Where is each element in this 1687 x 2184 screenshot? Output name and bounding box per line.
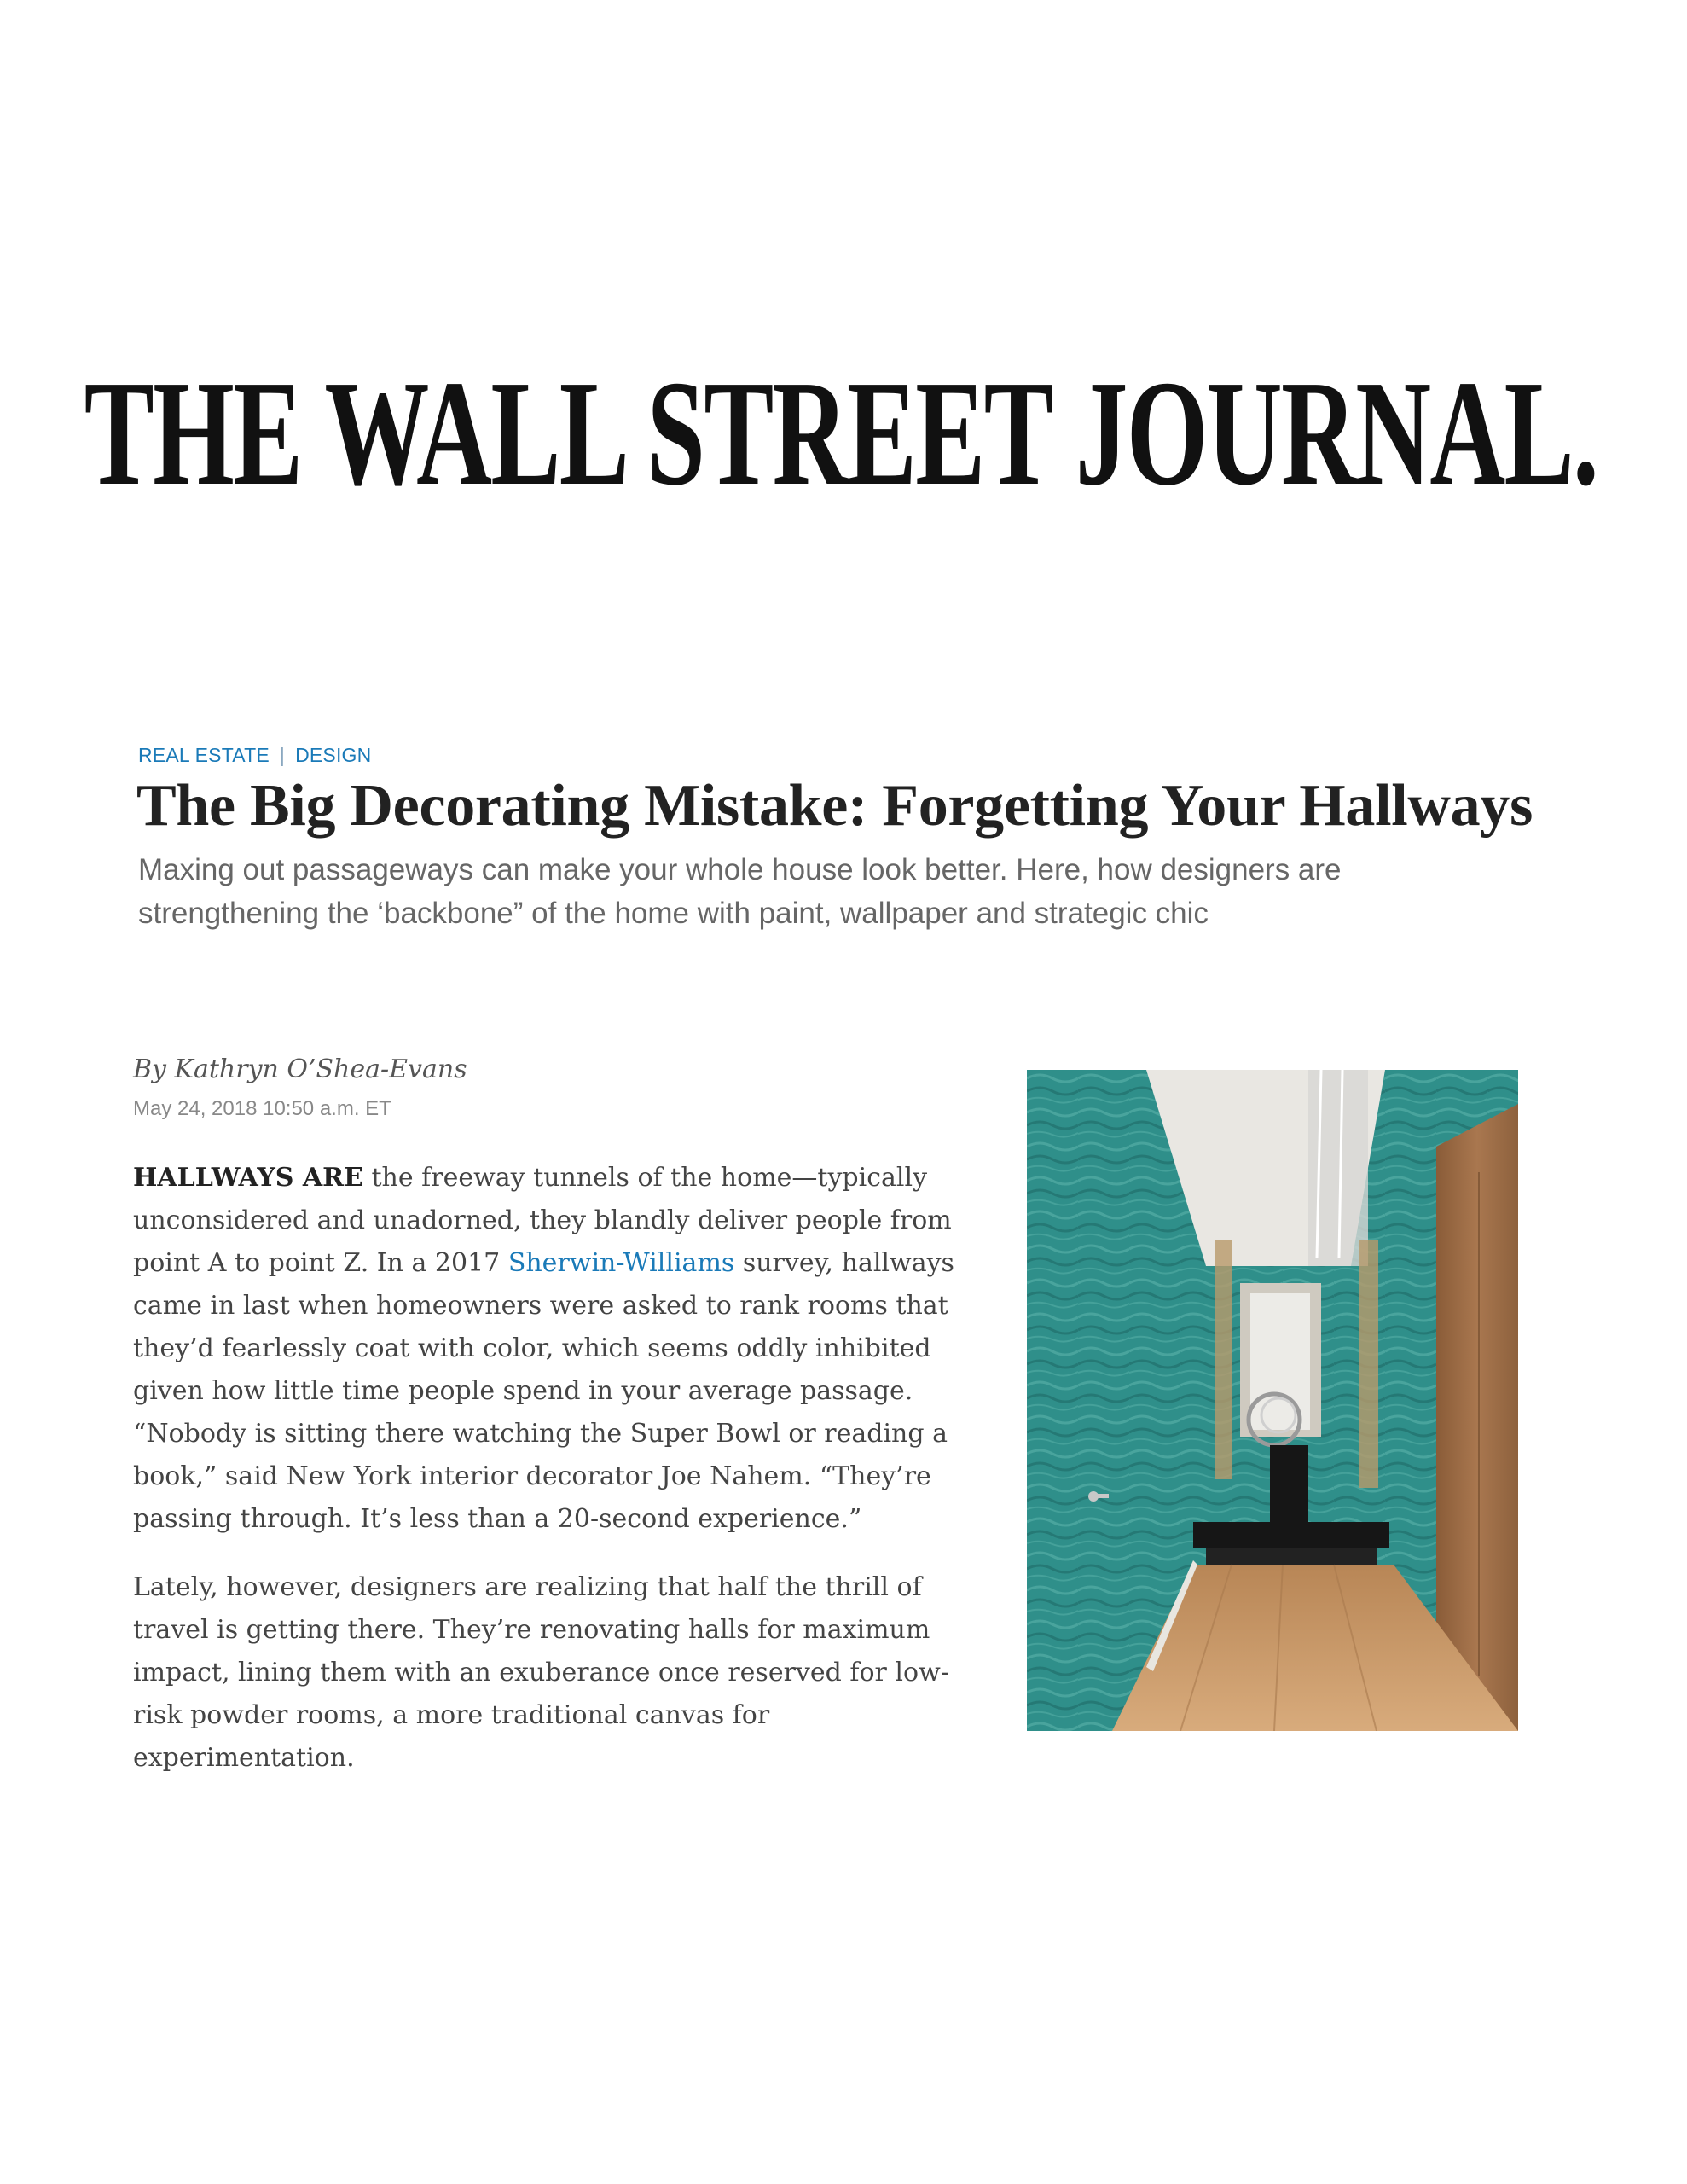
sherwin-williams-link[interactable]: Sherwin-Williams [507, 1248, 735, 1278]
article-categories [138, 742, 371, 768]
article-paragraph [133, 1157, 986, 1541]
masthead [84, 349, 1598, 517]
paragraph-text: survey, hallways came in last when homeowners were asked to rank rooms that they’d fearlessly coat with color, which seems oddly inhibited given how little time people spend in your average passage. “Nobody is sitting there watching the Super Bowl or reading a book,” said New York interior decorator Joe Nahem. “They’re passing through. It’s less than a 20-second experience.” [133, 1248, 954, 1534]
article-headline: The Big Decorating Mistake: Forgetting Your Hallways [136, 773, 1533, 839]
pedestal [1270, 1445, 1308, 1526]
wood-panel [1436, 1104, 1518, 1731]
article-body [133, 1157, 986, 1805]
wsj-logo[interactable]: THE WALL STREET JOURNAL. [84, 349, 1598, 517]
category-link-real-estate[interactable]: REAL ESTATE [138, 743, 270, 766]
hallway-illustration [1027, 1070, 1518, 1731]
console [1193, 1522, 1389, 1548]
paragraph-text: the freeway tunnels of the home—typically unconsidered and unadorned, they blandly deliver people from point A to point Z. In a 2017 [133, 1163, 952, 1278]
byline [133, 1054, 467, 1084]
byline-prefix: By [133, 1054, 166, 1084]
category-link-design[interactable]: DESIGN [295, 743, 372, 766]
article-paragraph: Lately, however, designers are realizing that half the thrill of travel is getting there. They’re renovating halls for maximum impact, lining them with an exuberance once reserved for low-risk powder rooms, a more traditional canvas for experimentation. [133, 1572, 949, 1773]
author-name[interactable]: Kathryn O’Shea-Evans [174, 1054, 467, 1084]
category-separator: | [279, 743, 286, 766]
hallway-photo [1027, 1070, 1518, 1731]
publish-timestamp: May 24, 2018 10:50 a.m. ET [133, 1097, 391, 1120]
lead-in: HALLWAYS ARE [133, 1163, 363, 1193]
article-dek: Maxing out passageways can make your whole house look better. Here, how designers are strengthening the ‘backbone” of the home with paint, wallpaper and strategic chic [138, 853, 1342, 930]
